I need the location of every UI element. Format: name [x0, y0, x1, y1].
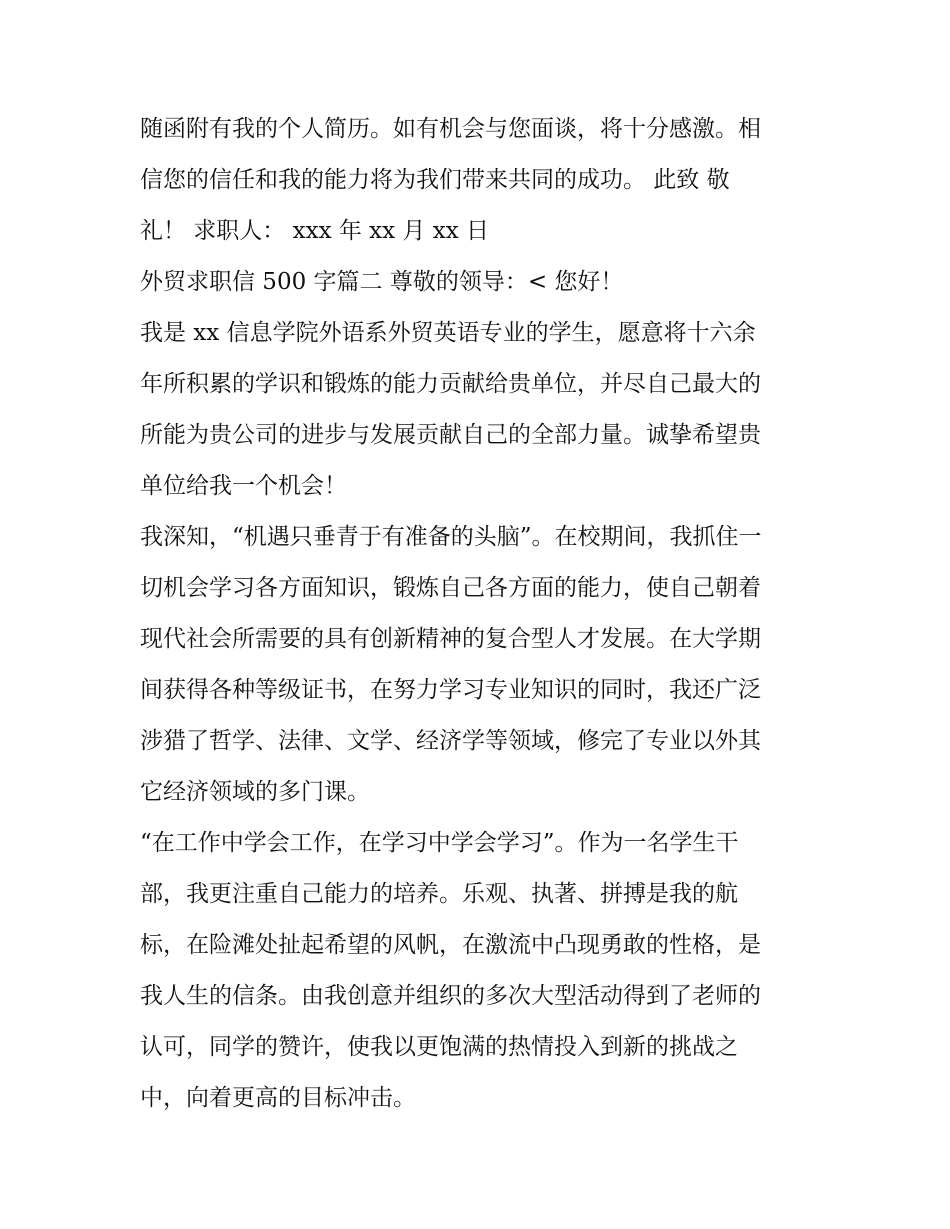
text-line: 涉猎了哲学、法律、文学、经济学等领域，修完了专业以外其	[140, 728, 761, 754]
text-line: 所能为贵公司的进步与发展贡献自己的全部力量。诚挚希望贵	[140, 422, 761, 448]
text-line: 单位给我一个机会！	[140, 473, 347, 499]
text-line: 信您的信任和我的能力将为我们带来共同的成功。 此致 敬	[140, 167, 730, 193]
text-line: 我是 xx 信息学院外语系外贸英语专业的学生，愿意将十六余	[140, 320, 756, 346]
text-line: 认可，同学的赞许，使我以更饱满的热情投入到新的挑战之	[140, 1034, 738, 1060]
text-line: 中，向着更高的目标冲击。	[140, 1085, 416, 1111]
text-line: 我深知，“机遇只垂青于有准备的头脑”。在校期间，我抓住一	[140, 524, 762, 550]
text-line: 现代社会所需要的具有创新精神的复合型人才发展。在大学期	[140, 626, 761, 652]
text-line: 部，我更注重自己能力的培养。乐观、执著、拼搏是我的航	[140, 881, 738, 907]
text-line: 间获得各种等级证书，在努力学习专业知识的同时，我还广泛	[140, 677, 761, 703]
text-line: 年所积累的学识和锻炼的能力贡献给贵单位，并尽自己最大的	[140, 371, 761, 397]
text-line: 它经济领域的多门课。	[140, 779, 370, 805]
text-line: “在工作中学会工作，在学习中学会学习”。作为一名学生干	[140, 830, 739, 856]
text-line: 随函附有我的个人简历。如有机会与您面谈，将十分感激。相	[140, 116, 761, 142]
text-line: 切机会学习各方面知识，锻炼自己各方面的能力，使自己朝着	[140, 575, 761, 601]
section-heading-line: 外贸求职信 500 字篇二 尊敬的领导：< 您好！	[140, 269, 624, 295]
document-body	[140, 104, 812, 1124]
text-line: 我人生的信条。由我创意并组织的多次大型活动得到了老师的	[140, 983, 761, 1009]
text-line: 礼！ 求职人： xxx 年 xx 月 xx 日	[140, 218, 489, 244]
text-line: 标，在险滩处扯起希望的风帆，在激流中凸现勇敢的性格，是	[140, 932, 761, 958]
